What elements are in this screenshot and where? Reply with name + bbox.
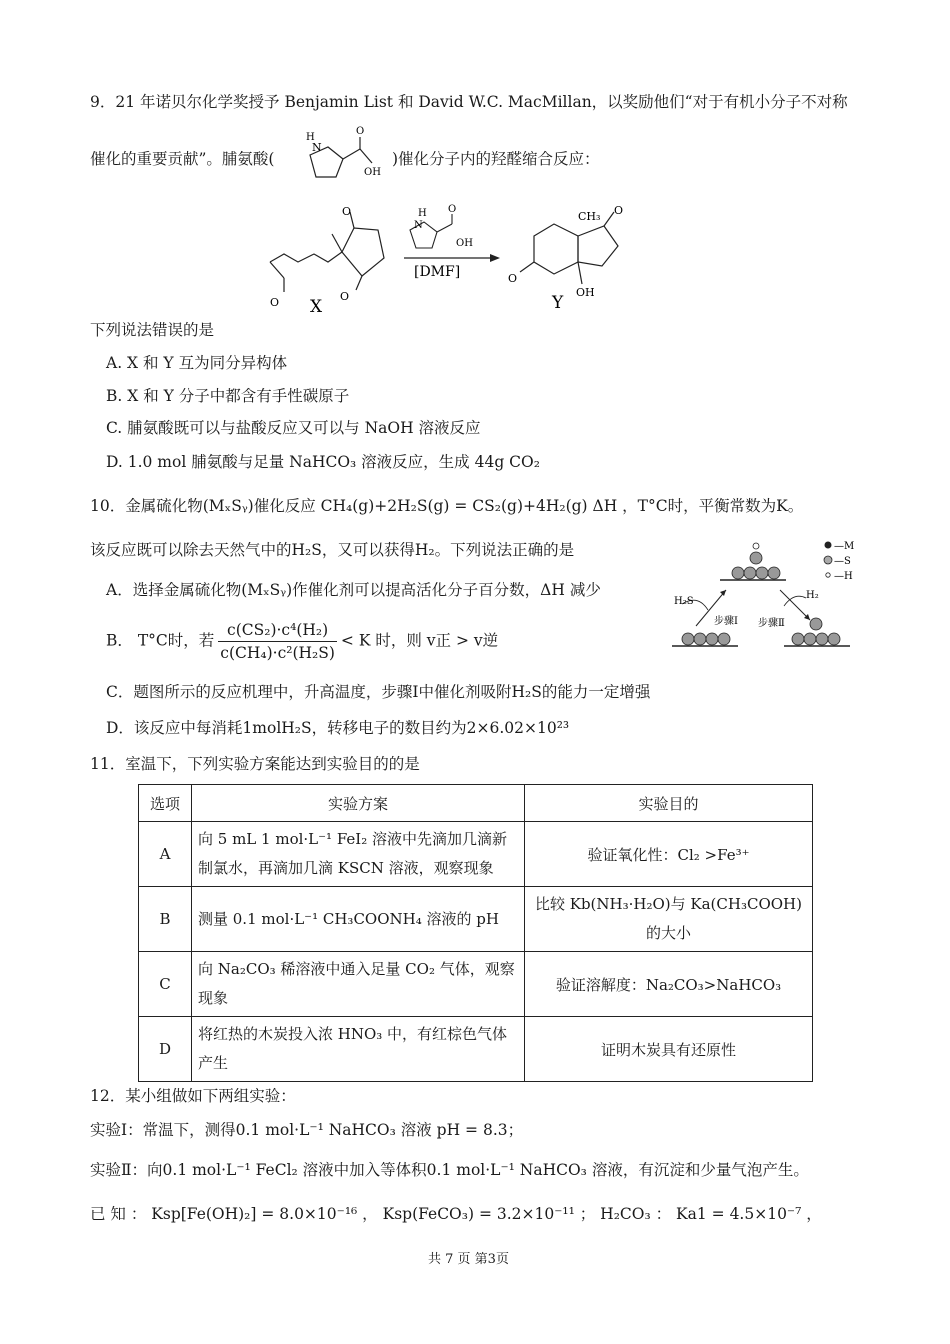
reaction-arrowhead xyxy=(490,254,500,262)
x-o-lower: O xyxy=(340,290,350,303)
legend-s-dot xyxy=(824,556,832,564)
h2s-label: H₂S xyxy=(674,596,694,607)
header-goal: 实验目的 xyxy=(525,785,813,822)
y-five-ring xyxy=(578,226,618,266)
row-plan: 测量 0.1 mol·L⁻¹ CH₃COONH₄ 溶液的 pH xyxy=(192,887,525,952)
x-o-upper: O xyxy=(342,205,352,218)
table-row xyxy=(139,1017,813,1082)
proline-n-label: N xyxy=(312,141,322,154)
header-plan: 实验方案 xyxy=(192,785,525,822)
proline-structure-inline xyxy=(288,125,398,185)
table-row xyxy=(139,822,813,887)
y-carbonyl-left xyxy=(520,262,534,272)
y-ch3: CH₃ xyxy=(578,210,601,223)
y-six-ring xyxy=(534,224,578,274)
legend-h: —H xyxy=(834,571,853,582)
row-plan: 将红热的木炭投入浓 HNO₃ 中，有红棕色气体产生 xyxy=(192,1017,525,1082)
x-ring xyxy=(342,228,384,276)
proline-acid-bond xyxy=(343,149,360,159)
q10-option-b-suffix: < K 时，则 v正 > v逆 xyxy=(340,631,499,650)
q11-stem: 11．室温下，下列实验方案能达到实验目的的是 xyxy=(90,755,420,773)
q10-option-c: C．题图所示的反应机理中，升高温度，步骤Ⅰ中催化剂吸附H₂S的能力一定增强 xyxy=(106,683,651,701)
catalyst-o: O xyxy=(448,204,457,215)
row-goal: 验证氧化性：Cl₂ >Fe³⁺ xyxy=(525,822,813,887)
h2-label: H₂ xyxy=(806,590,819,601)
proline-o-label: O xyxy=(356,126,365,137)
q9-option-a: A. X 和 Y 互为同分异构体 xyxy=(106,354,288,372)
x-side-chain xyxy=(270,252,342,262)
q9-line2b: )催化分子内的羟醛缩合反应： xyxy=(392,150,600,168)
table-row xyxy=(139,887,813,952)
x-side-chain-2 xyxy=(270,262,284,278)
q12-exp2: 实验Ⅱ：向0.1 mol·L⁻¹ FeCl₂ 溶液中加入等体积0.1 mol·L⁻¹ NaHCO₃ 溶液，有沉淀和少量气泡产生。 xyxy=(90,1161,809,1179)
q10-option-b-prefix: B． T°C时，若 xyxy=(106,631,215,650)
legend-m-dot xyxy=(825,542,832,549)
experiment-table xyxy=(138,784,813,1082)
y-oh: OH xyxy=(576,286,595,299)
header-option: 选项 xyxy=(139,785,192,822)
x-lower-carbonyl xyxy=(356,276,362,290)
y-o-right: O xyxy=(614,204,624,217)
catalyst-n: N xyxy=(414,220,423,231)
row-option: C xyxy=(139,952,192,1017)
table-row xyxy=(139,952,813,1017)
catalysis-mechanism-diagram xyxy=(668,534,868,664)
row-option: D xyxy=(139,1017,192,1082)
q9-option-c: C. 脯氨酸既可以与盐酸反应又可以与 NaOH 溶液反应 xyxy=(106,419,481,437)
proline-coh-bond xyxy=(360,149,372,163)
left-surface-atoms xyxy=(682,633,730,645)
legend-s: —S xyxy=(834,556,851,567)
legend-h-dot xyxy=(826,573,830,577)
q10-option-a: A．选择金属硫化物(MₓSᵧ)作催化剂可以提高活化分子百分数，ΔH 减少 xyxy=(106,581,601,599)
top-surface-atoms xyxy=(732,543,780,579)
right-surface-atoms xyxy=(792,618,840,645)
y-carbonyl-right xyxy=(604,212,614,226)
q12-stem: 12．某小组做如下两组实验： xyxy=(90,1087,296,1105)
catalyst-oh: OH xyxy=(456,238,473,249)
y-oh-bond xyxy=(578,262,582,284)
page-footer: 共 7 页 第3页 xyxy=(428,1252,509,1267)
proline-oh-label: OH xyxy=(364,167,381,178)
q9-option-b: B. X 和 Y 分子中都含有手性碳原子 xyxy=(106,387,350,405)
x-o-side: O xyxy=(270,296,280,309)
x-methyl xyxy=(332,234,342,252)
row-plan: 向 Na₂CO₃ 稀溶液中通入足量 CO₂ 气体，观察现象 xyxy=(192,952,525,1017)
q12-exp1: 实验Ⅰ：常温下，测得0.1 mol·L⁻¹ NaHCO₃ 溶液 pH = 8.3； xyxy=(90,1121,524,1139)
row-goal: 验证溶解度：Na₂CO₃>NaHCO₃ xyxy=(525,952,813,1017)
row-option: B xyxy=(139,887,192,952)
step1-label: 步骤Ⅰ xyxy=(714,616,738,627)
row-plan: 向 5 mL 1 mol·L⁻¹ FeI₂ 溶液中先滴加几滴新制氯水，再滴加几滴 KSCN 溶液，观察现象 xyxy=(192,822,525,887)
q9-line2a: 催化的重要贡献”。脯氨酸( xyxy=(90,150,275,168)
catalyst-h: H xyxy=(418,208,427,219)
q10-fraction-denominator: c(CH₄)·c²(H₂S) xyxy=(220,644,335,662)
legend-m: —M xyxy=(834,541,855,552)
q9-line1: 9．21 年诺贝尔化学奖授予 Benjamin List 和 David W.C. MacMillan，以奖励他们“对于有机小分子不对称 xyxy=(90,93,848,111)
step2-label: 步骤Ⅱ xyxy=(758,618,785,629)
table-header-row xyxy=(139,785,813,822)
q10-line2: 该反应既可以除去天然气中的H₂S，又可以获得H₂。下列说法正确的是 xyxy=(90,541,575,559)
label-x: X xyxy=(310,297,323,317)
solvent-label: [DMF] xyxy=(414,264,461,280)
q10-option-b xyxy=(106,620,498,663)
q12-known: 已 知 ： Ksp[Fe(OH)₂] = 8.0×10⁻¹⁶ ， Ksp(FeCO₃) = 3.2×10⁻¹¹ ； H₂CO₃ ： Ka1 = 4.5×10⁻⁷ ， xyxy=(90,1205,822,1223)
q10-option-b-fraction xyxy=(218,620,337,663)
row-goal: 比较 Kb(NH₃·H₂O)与 Ka(CH₃COOH)的大小 xyxy=(525,887,813,952)
catalyst-acid xyxy=(437,224,452,232)
q10-fraction-numerator: c(CS₂)·c⁴(H₂) xyxy=(218,620,337,642)
label-y: Y xyxy=(552,293,564,313)
q9-option-d: D. 1.0 mol 脯氨酸与足量 NaHCO₃ 溶液反应，生成 44g CO₂ xyxy=(106,453,540,471)
q10-option-d: D．该反应中每消耗1molH₂S，转移电子的数目约为2×6.02×10²³ xyxy=(106,719,570,737)
arrow-step1-head xyxy=(720,590,726,596)
proline-h-label: H xyxy=(306,132,315,143)
row-goal: 证明木炭具有还原性 xyxy=(525,1017,813,1082)
aldol-reaction-scheme xyxy=(262,200,682,320)
row-option: A xyxy=(139,822,192,887)
q9-stem: 下列说法错误的是 xyxy=(90,321,215,339)
y-o-left: O xyxy=(508,272,518,285)
q10-line1: 10．金属硫化物(MₓSᵧ)催化反应 CH₄(g)+2H₂S(g) = CS₂(g)+4H₂(g) ΔH ，T°C时，平衡常数为K。 xyxy=(90,497,804,515)
